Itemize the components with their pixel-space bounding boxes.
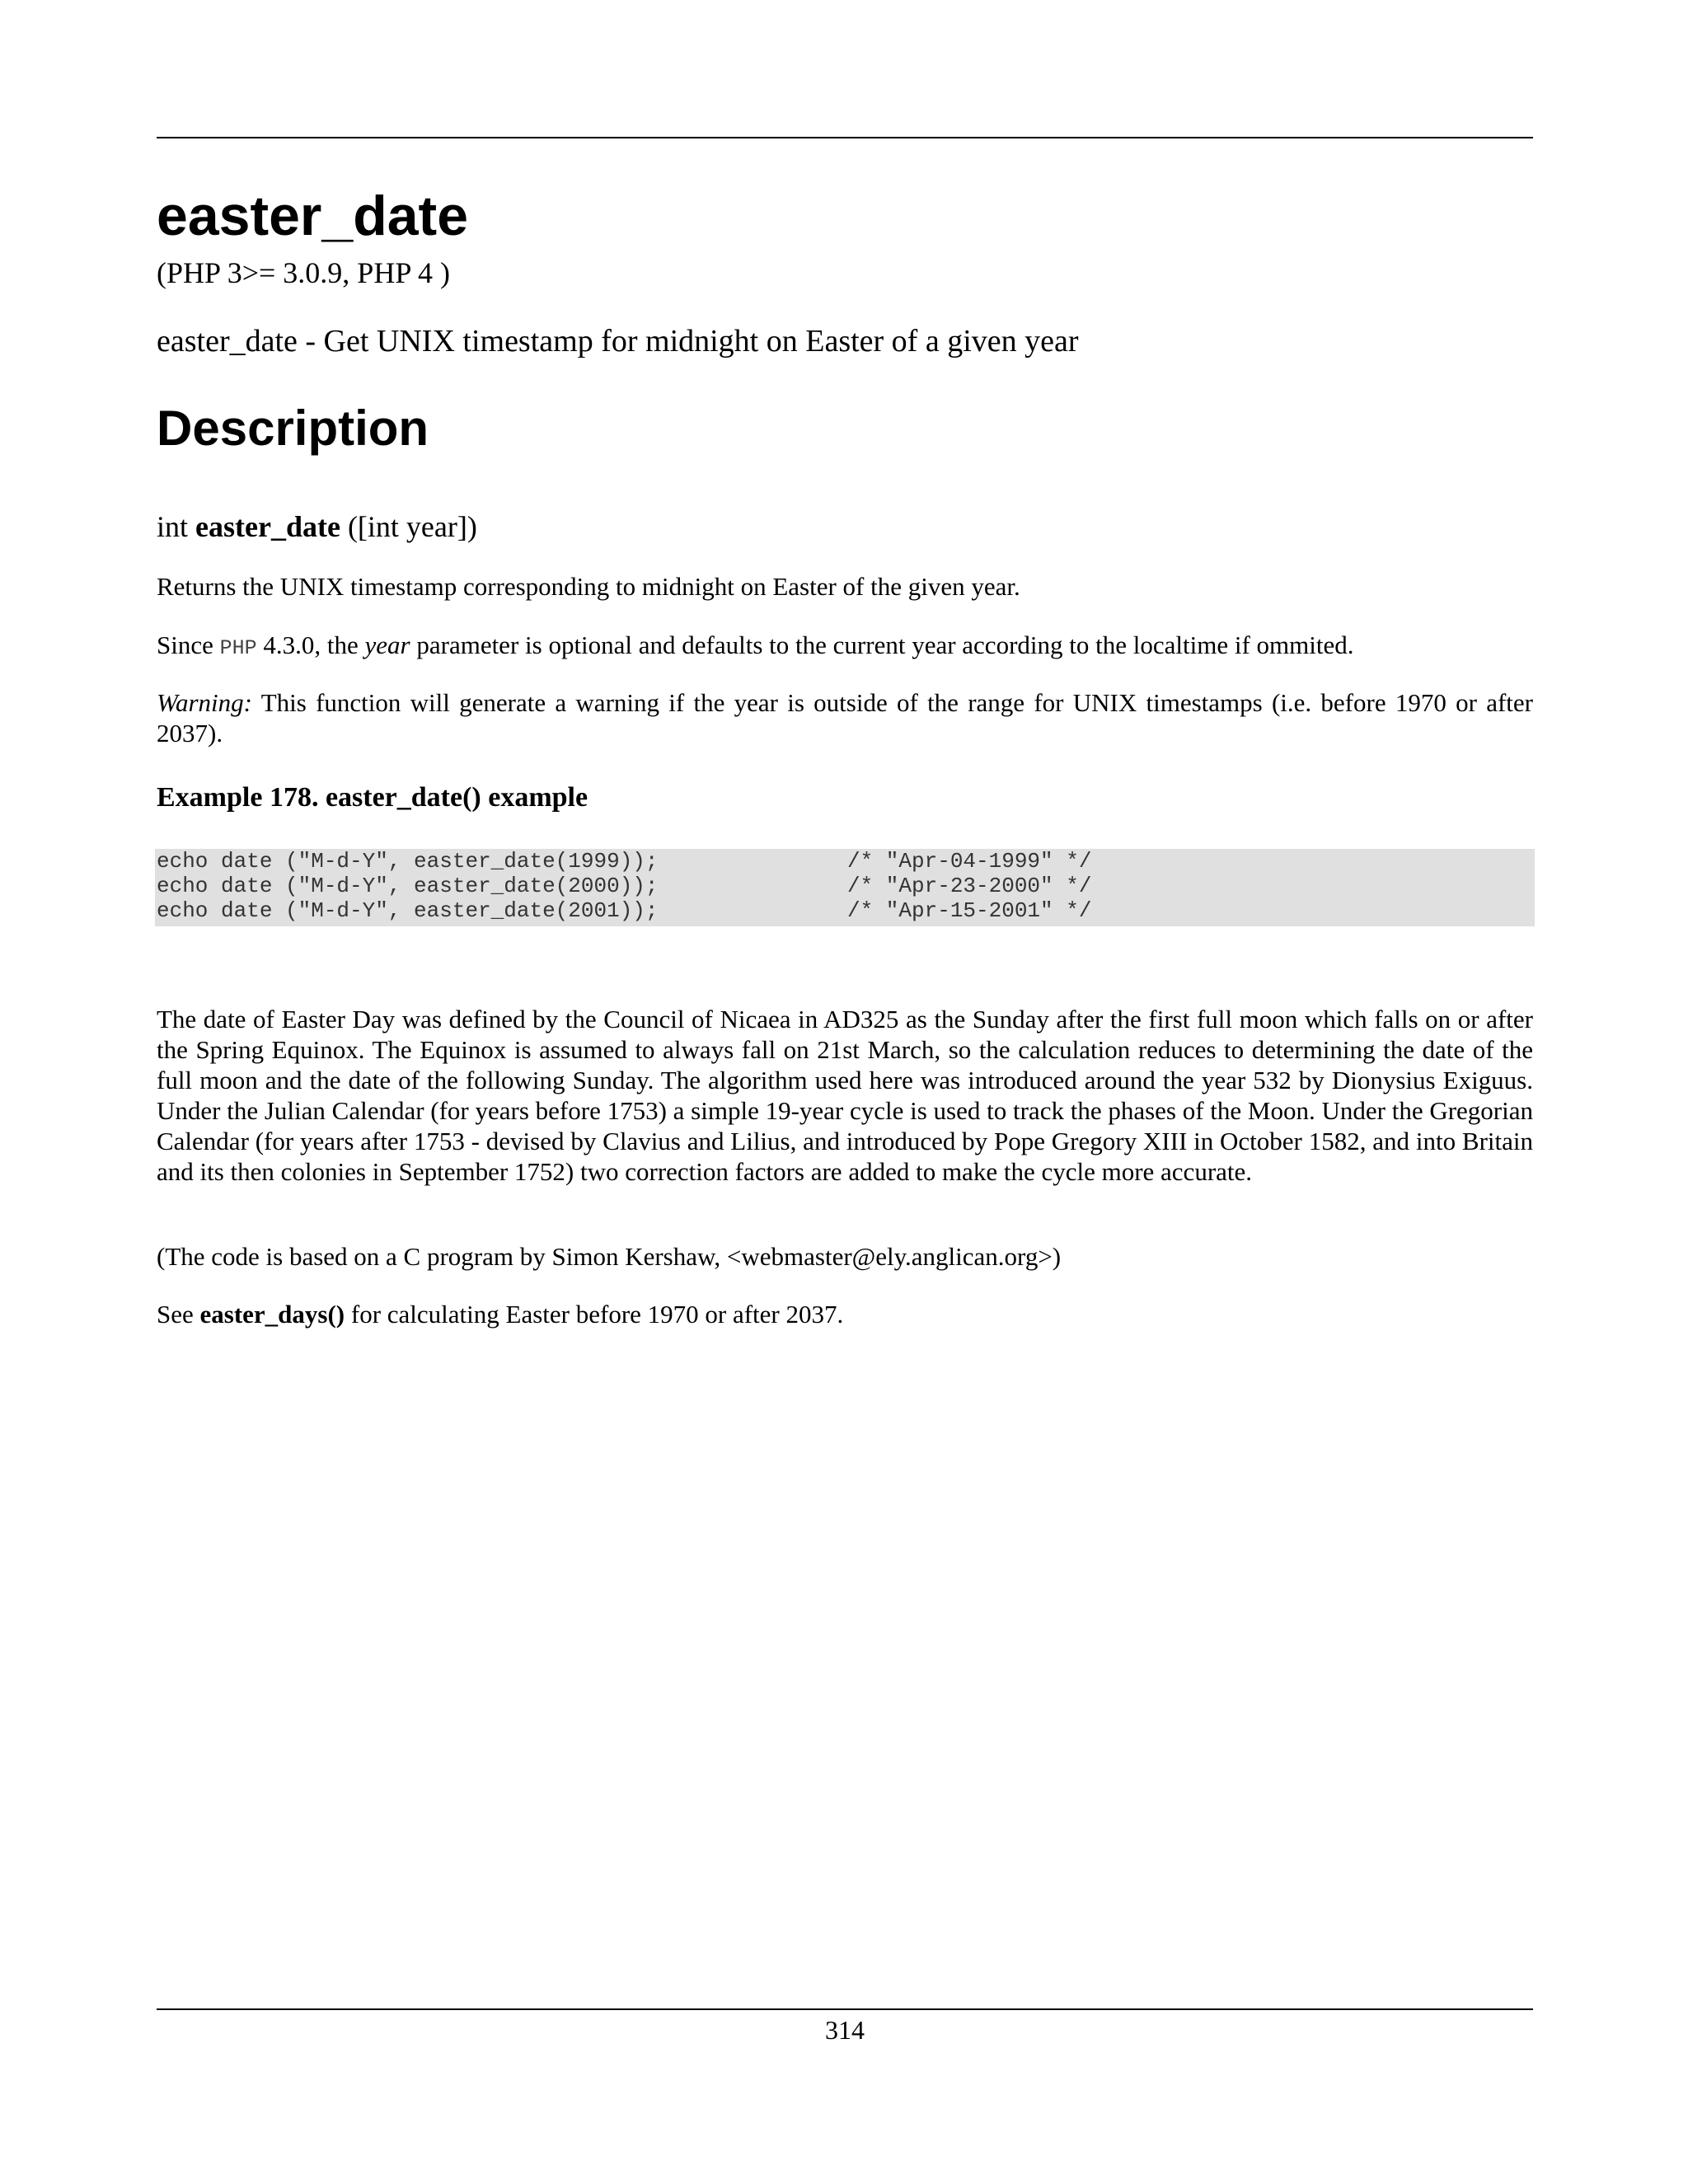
returns-paragraph: Returns the UNIX timestamp corresponding to midnight on Easter of the given year. [157,572,1020,601]
header-rule [157,137,1533,138]
since-middle: 4.3.0, the [263,630,359,659]
code-line [157,849,1092,874]
code-line [157,874,1092,898]
php-acronym: PHP [219,636,257,660]
see-also-paragraph [157,1299,1533,1329]
function-synopsis [157,509,477,545]
warning-text: This function will generate a warning if the year is outside of the range for UNIX timestamps (i.e. before 1970 or after 2037). [157,688,1533,748]
credit-paragraph: (The code is based on a C program by Simon Kershaw, <webmaster@ely.anglican.org>) [157,1242,1062,1271]
page-title: easter_date [157,185,469,247]
code-comment: /* "Apr-23-2000" */ [847,874,1092,898]
synopsis-return-type: int [157,510,189,543]
page-number: 314 [825,2015,865,2045]
code-text: echo date ("M-d-Y", easter_date(1999)); [157,849,659,874]
since-prefix: Since [157,630,213,659]
version-info: (PHP 3>= 3.0.9, PHP 4 ) [157,256,450,289]
see-also-prefix: See [157,1300,194,1329]
code-line [157,898,1092,923]
since-paragraph [157,630,1533,663]
history-paragraph: The date of Easter Day was defined by the Council of Nicaea in AD325 as the Sunday after the first full moon which falls on or after the Spring Equinox. The Equinox is assumed to always fall on 21st March, so the calculation reduces to determining the date of the full moon and the date of the following Sunday. The algorithm used here was introduced around the year 532 by Dionysius Exiguus. Under the Julian Calendar (for years before 1753) a simple 19-year cycle is used to track the phases of the Moon. Under the Gregorian Calendar (for years after 1753 - devised by Clavius and Lilius, and introduced by Pope Gregory XIII in October 1582, and into Britain and its then colonies in September 1752) two correction factors are added to make the cycle more accurate. [157,1005,1533,1186]
since-suffix: parameter is optional and defaults to the current year according to the localtime if ommited. [416,630,1354,659]
code-comment: /* "Apr-04-1999" */ [847,849,1092,874]
code-example [155,849,1535,926]
code-text: echo date ("M-d-Y", easter_date(2000)); [157,874,659,898]
year-parameter: year [364,630,410,659]
code-comment: /* "Apr-15-2001" */ [847,898,1092,923]
warning-label: Warning: [157,688,252,717]
example-title: Example 178. easter_date() example [157,782,588,813]
easter-days-link[interactable]: easter_days() [199,1300,345,1329]
see-also-suffix: for calculating Easter before 1970 or after 2037. [350,1300,844,1329]
manual-page [157,0,1533,2184]
code-text: echo date ("M-d-Y", easter_date(2001)); [157,898,659,923]
ref-purpose: easter_date - Get UNIX timestamp for midnight on Easter of a given year [157,324,1079,359]
warning-paragraph [157,687,1533,748]
synopsis-params: ([int year]) [347,510,477,543]
synopsis-function-name: easter_date [195,510,340,543]
footer-rule [157,2008,1533,2010]
description-heading: Description [157,401,429,456]
